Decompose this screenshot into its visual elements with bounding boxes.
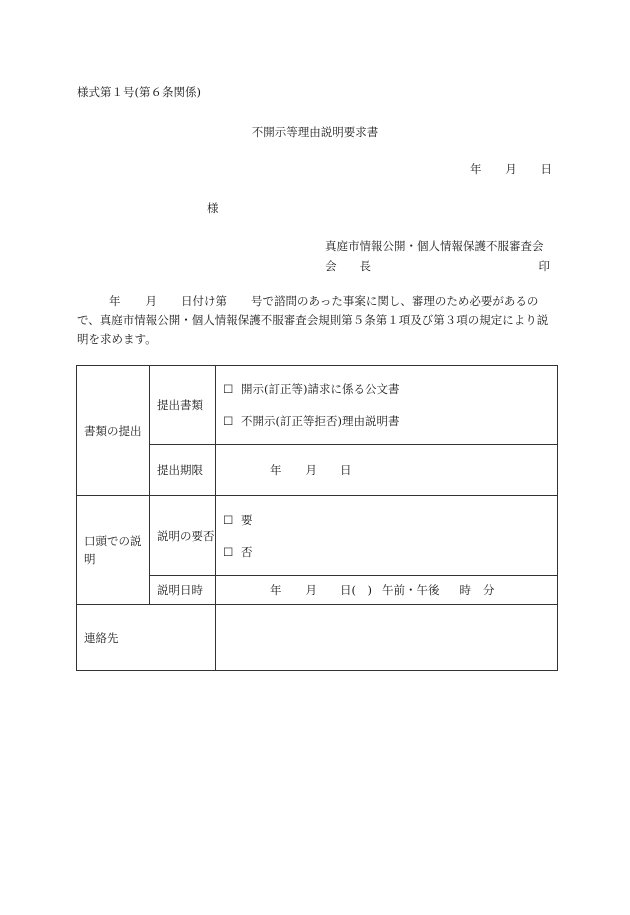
checkbox-icon[interactable]: ☐ — [223, 512, 234, 527]
option-reason-statement[interactable] — [223, 413, 557, 429]
form-number: 様式第１号(第６条関係) — [77, 85, 201, 99]
body-text: 号で諮問のあった事案に関し、審理のため必要があるので、真庭市情報公開・個人情報保護不服審査会規則第５条第１項及び第３項の規定により説明を求めます。 — [77, 294, 549, 346]
option-label: 否 — [241, 544, 253, 559]
addressee-suffix: 様 — [207, 201, 219, 215]
datetime-minute: 分 — [482, 583, 495, 597]
seal-mark: 印 — [538, 259, 550, 273]
explanation-datetime-label: 説明日時 — [150, 576, 216, 605]
submission-documents-label: 提出書類 — [150, 366, 216, 445]
option-label: 不開示(訂正等拒否)理由説明書 — [241, 414, 400, 428]
table-row — [77, 496, 558, 576]
body-month: 月 — [145, 294, 157, 308]
datetime-day: 日( ) — [340, 583, 372, 597]
contact-value[interactable] — [216, 605, 558, 671]
body-day-ref: 日付け第 — [181, 294, 227, 308]
deadline-year: 年 — [270, 463, 282, 477]
option-not-required[interactable] — [223, 544, 557, 560]
deadline-day: 日 — [340, 463, 352, 477]
section-label-oral: 口頭での説明 — [77, 496, 150, 605]
datetime-hour: 時 — [459, 583, 471, 597]
date-month: 月 — [505, 162, 517, 176]
submission-deadline-value[interactable] — [216, 445, 558, 496]
datetime-month: 月 — [305, 583, 317, 597]
datetime-year: 年 — [270, 583, 282, 597]
table-row — [77, 366, 558, 445]
table-row — [77, 576, 558, 605]
sender-organization: 真庭市情報公開・個人情報保護不服審査会 — [325, 239, 544, 253]
date-year: 年 — [470, 162, 482, 176]
checkbox-icon[interactable]: ☐ — [223, 382, 234, 396]
option-label: 開示(訂正等)請求に係る公文書 — [241, 382, 400, 396]
submission-deadline-label: 提出期限 — [150, 445, 216, 496]
explanation-need-label: 説明の要否 — [150, 496, 216, 576]
table-row — [77, 605, 558, 671]
option-label: 要 — [241, 512, 253, 527]
deadline-month: 月 — [305, 463, 317, 477]
date-day: 日 — [540, 162, 552, 176]
datetime-ampm: 午前・午後 — [381, 583, 440, 597]
request-date — [470, 161, 552, 177]
contact-label: 連絡先 — [77, 605, 216, 671]
request-body — [77, 292, 555, 349]
explanation-need-options — [216, 496, 558, 576]
request-form-table — [76, 365, 558, 671]
section-label-submission: 書類の提出 — [77, 366, 150, 496]
sender-position: 会 長 — [325, 259, 371, 273]
checkbox-icon[interactable]: ☐ — [223, 544, 234, 559]
option-public-document[interactable] — [223, 381, 557, 397]
submission-documents-options — [216, 366, 558, 445]
sender-position-row — [325, 258, 550, 274]
explanation-datetime-value[interactable] — [216, 576, 558, 605]
document-title: 不開示等理由説明要求書 — [251, 125, 379, 139]
body-year: 年 — [109, 294, 121, 308]
option-required[interactable] — [223, 512, 557, 528]
checkbox-icon[interactable]: ☐ — [223, 414, 234, 428]
table-row — [77, 445, 558, 496]
